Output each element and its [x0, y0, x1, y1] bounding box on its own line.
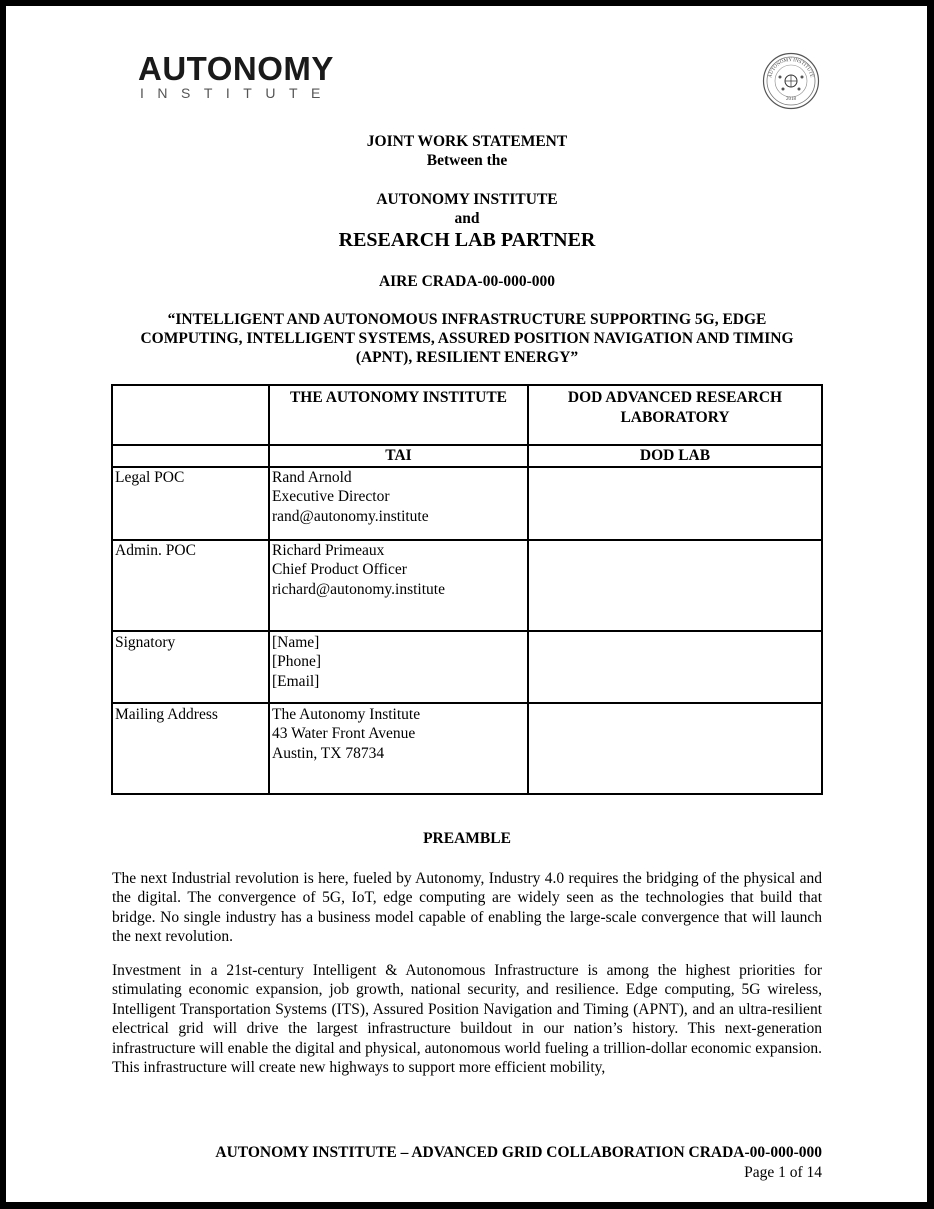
table-row [112, 703, 822, 794]
preamble-paragraph-2: Investment in a 21st-century Intelligent & Autonomous Infrastructure is among the highest priorities for stimulating economic expansion, job growth, national security, and resilience. Edge computing, 5G wireless, Intelligent Transportation Systems (ITS), Assured Position Navigation and Timing (APNT), and an ultra-resilient electrical grid will drive the largest infrastructure buildout in our nation’s history. This next-generation infrastructure will enable the digital and physical, autonomous world fueling a trillion-dollar economic expansion. This infrastructure will create new highways to support more efficient mobility, [112, 962, 822, 1077]
signatory-tai [269, 631, 528, 703]
legal-poc-title: Executive Director [272, 488, 390, 505]
autonomy-institute-logo [138, 52, 360, 100]
table-abbrev-blank [112, 445, 269, 467]
document-title: JOINT WORK STATEMENT [366, 133, 568, 150]
signatory-phone: [Phone] [272, 653, 322, 670]
between-line: Between the [426, 152, 508, 169]
tai-abbrev: TAI [269, 445, 528, 467]
subject-line-3: (APNT), RESILIENT ENERGY” [355, 349, 579, 366]
row-label-signatory: Signatory [112, 631, 269, 703]
logo-wordmark: AUTONOMY [138, 50, 334, 87]
page-number: Page 1 of 14 [744, 1164, 822, 1181]
address-line-3: Austin, TX 78734 [272, 744, 385, 762]
tai-column-header: THE AUTONOMY INSTITUTE [269, 385, 528, 445]
legal-poc-tai [269, 467, 528, 540]
table-corner-cell [112, 385, 269, 445]
legal-poc-name: Rand Arnold [272, 468, 352, 486]
subject-line-1: “INTELLIGENT AND AUTONOMOUS INFRASTRUCTURE SUPPORTING 5G, EDGE [167, 311, 767, 328]
dod-abbrev: DOD LAB [528, 445, 822, 467]
table-row [112, 631, 822, 703]
and-line: and [454, 210, 480, 227]
row-label-mailing-address: Mailing Address [112, 703, 269, 794]
subject-line-2: COMPUTING, INTELLIGENT SYSTEMS, ASSURED POSITION NAVIGATION AND TIMING [140, 330, 794, 347]
dod-column-header: DOD ADVANCED RESEARCH LABORATORY [528, 385, 822, 445]
institute-seal-icon [762, 52, 820, 110]
party-two: RESEARCH LAB PARTNER [338, 229, 596, 251]
signatory-name: [Name] [272, 633, 320, 651]
logo-subtitle: INSTITUTE [140, 85, 334, 101]
seal-text: AUTONOMY INSTITUTE [768, 57, 814, 79]
table-header-row [112, 385, 822, 445]
footer-title: AUTONOMY INSTITUTE – ADVANCED GRID COLLABORATION CRADA-00-000-000 [215, 1144, 822, 1161]
legal-poc-dod [528, 467, 822, 540]
admin-poc-tai [269, 540, 528, 631]
mailing-address-dod [528, 703, 822, 794]
table-row [112, 467, 822, 540]
table-abbrev-row [112, 445, 822, 467]
address-line-2: 43 Water Front Avenue [272, 725, 416, 742]
preamble-paragraph-1: The next Industrial revolution is here, fueled by Autonomy, Industry 4.0 requires the bridging of the physical and the digital. The convergence of 5G, IoT, edge computing are widely seen as the technologies that build that bridge. No single industry has a business model capable of enabling the large-scale convergence that will launch the next revolution. [112, 870, 822, 946]
contacts-table [111, 384, 823, 795]
agreement-id: AIRE CRADA-00-000-000 [378, 273, 556, 290]
signatory-email: [Email] [272, 672, 320, 690]
party-one: AUTONOMY INSTITUTE [376, 191, 558, 208]
row-label-admin-poc: Admin. POC [112, 540, 269, 631]
address-line-1: The Autonomy Institute [272, 705, 421, 723]
mailing-address-tai [269, 703, 528, 794]
row-label-legal-poc: Legal POC [112, 467, 269, 540]
admin-poc-title: Chief Product Officer [272, 561, 407, 578]
admin-poc-name: Richard Primeaux [272, 541, 385, 559]
signatory-dod [528, 631, 822, 703]
admin-poc-dod [528, 540, 822, 631]
admin-poc-email: richard@autonomy.institute [272, 580, 445, 598]
seal-year: 2018 [786, 97, 796, 102]
table-row [112, 540, 822, 631]
preamble-heading: PREAMBLE [423, 830, 511, 847]
legal-poc-email: rand@autonomy.institute [272, 507, 429, 525]
